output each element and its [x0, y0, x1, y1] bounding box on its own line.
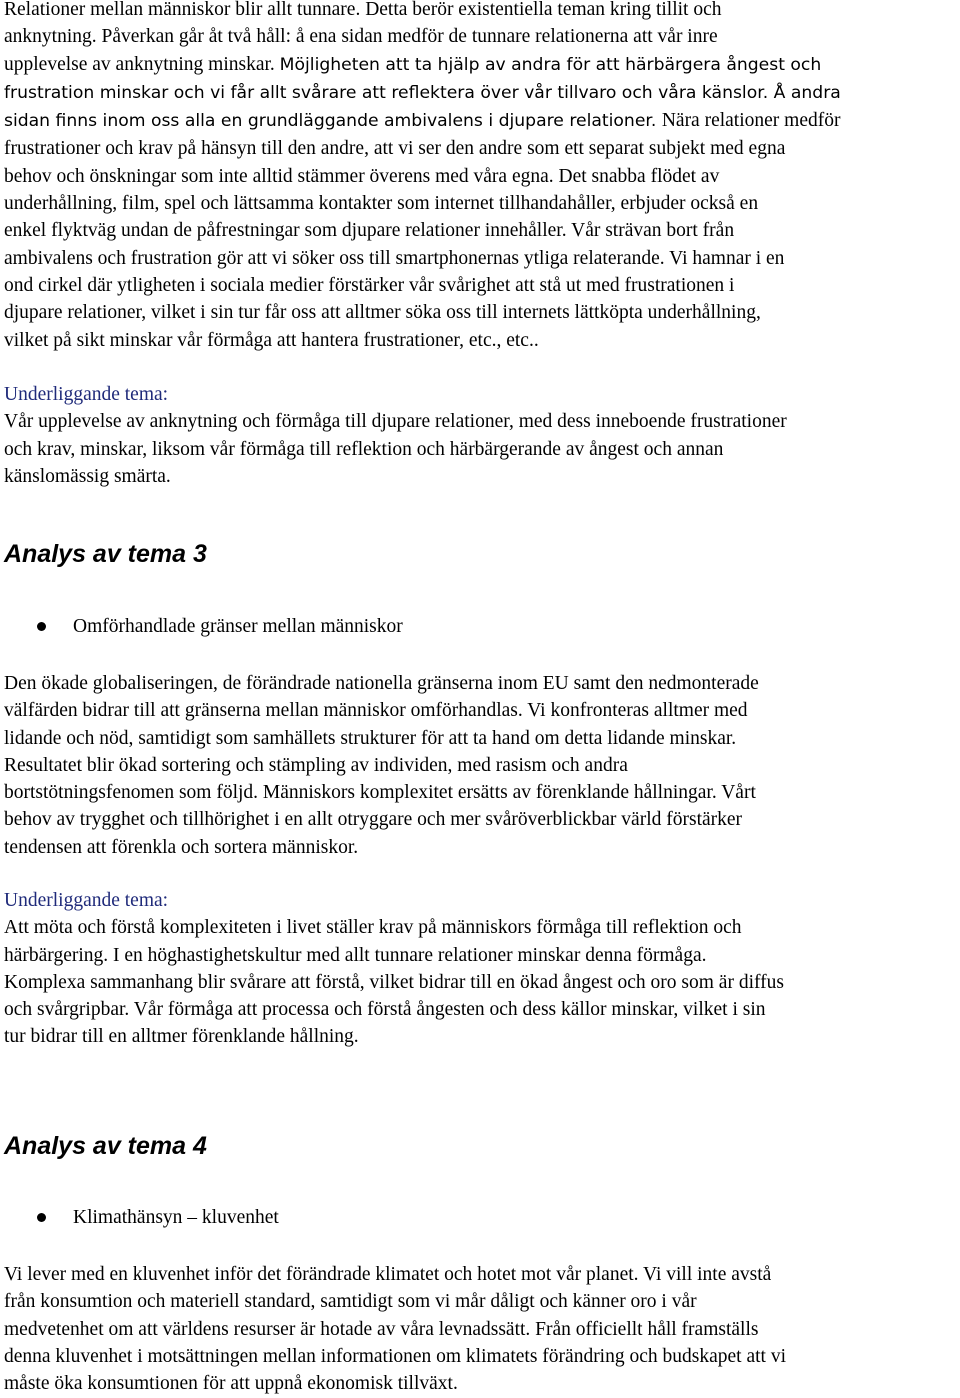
text-line: och krav, minskar, liksom vår förmåga till reflektion och härbärgerande av ångest och annan	[4, 438, 724, 460]
bullet-item	[4, 1204, 279, 1231]
text-line: måste öka konsumtionen för att uppnå ekonomisk tillväxt.	[4, 1373, 458, 1395]
text-run: Det snabba flödet av	[558, 165, 720, 187]
text-run: frustrationer och krav på hänsyn till den andre, att vi ser den andre som ett separat subjekt med egna	[4, 138, 786, 160]
text-line: Vår upplevelse av anknytning och förmåga till djupare relationer, med dess inneboende frustrationer	[4, 411, 787, 433]
text-line: och svårgripbar. Vår förmåga att processa och förstå ångesten och dess källor minskar, vilket i sin	[4, 999, 766, 1021]
bullet-text: Omförhandlade gränser mellan människor	[73, 616, 403, 637]
text-line	[4, 79, 841, 107]
text-line	[4, 163, 841, 190]
text-line: medvetenhet om att världens resurser är hotade av våra levnadssätt. Från officiellt håll framställs	[4, 1318, 759, 1340]
text-run: sidan finns inom oss alla en grundläggande ambivalens i djupare relationer.	[4, 111, 662, 132]
text-run: upplevelse av anknytning minskar.	[4, 53, 280, 75]
text-line: bortstötningsfenomen som följd. Människors komplexitet ersätts av förenklande hållningar. Vårt	[4, 782, 756, 804]
text-run: enkel flyktväg undan de påfrestningar som djupare relationer innehåller. Vår strävan bort från	[4, 220, 735, 242]
text-run: ond cirkel där ytligheten i sociala medier förstärker vår svårighet att stå ut med frustrationen i	[4, 274, 735, 296]
text-line	[4, 135, 841, 162]
text-line	[4, 0, 841, 23]
text-line: tur bidrar till en alltmer förenklande hållning.	[4, 1026, 359, 1048]
section-paragraph	[4, 1261, 786, 1397]
intro-paragraph	[4, 0, 841, 354]
bullet-dot-icon	[37, 1213, 46, 1222]
text-line: Att möta och förstå komplexiteten i livet ställer krav på människors förmåga till reflektion och	[4, 917, 742, 939]
text-line: behov av trygghet och tillhörighet i en allt otryggare och mer svåröverblickbar värld förstärker	[4, 809, 743, 831]
text-run: ambivalens och frustration gör att vi söker oss till smartphonernas ytliga relaterande. Vi hamnar i en	[4, 247, 785, 269]
text-run: anknytning. Påverkan går åt två håll: å ena sidan medför de tunnare relationerna att vår inre	[4, 26, 718, 48]
text-line: Komplexa sammanhang blir svårare att förstå, vilket bidrar till en ökad ångest och oro som är diffus	[4, 971, 784, 993]
text-run: frustration minskar och vi får allt svårare att reflektera över vår tillvaro och våra känslor. Å andra	[4, 82, 841, 103]
text-line	[4, 217, 841, 244]
underlying-theme-label: Underliggande tema:	[4, 384, 169, 405]
bullet-text: Klimathänsyn – kluvenhet	[73, 1207, 279, 1228]
text-line: lidande och nöd, samtidigt som samhällets strukturer för att ta hand om detta lidande minskar.	[4, 727, 737, 749]
text-run: behov och önskningar som inte alltid stämmer överens med våra egna.	[4, 165, 559, 187]
text-line: härbärgering. I en höghastighetskultur med allt tunnare relationer minskar denna förmåga.	[4, 944, 707, 966]
bullet-item	[4, 613, 403, 640]
text-line: Resultatet blir ökad sortering och stämpling av individen, med rasism och andra	[4, 754, 628, 776]
text-line	[4, 23, 841, 50]
underlying-theme-text	[4, 914, 784, 1050]
text-line: från konsumtion och materiell standard, samtidigt som vi mår dåligt och känner oro i vår	[4, 1291, 697, 1313]
text-line	[4, 107, 841, 135]
section-heading: Analys av tema 4	[4, 1132, 207, 1160]
underlying-theme-block	[4, 381, 787, 490]
section-paragraph	[4, 670, 759, 861]
underlying-theme-block	[4, 887, 784, 1051]
underlying-theme-label: Underliggande tema:	[4, 890, 169, 911]
text-line: känslomässig smärta.	[4, 465, 171, 487]
text-line	[4, 245, 841, 272]
text-line: välfärden bidrar till att gränserna mellan människor omförhandlas. Vi konfronteras alltmer med	[4, 700, 748, 722]
text-run: Möjligheten att ta hjälp av andra för att härbärgera ångest och	[279, 54, 822, 75]
text-line: denna kluvenhet i motsättningen mellan informationen om klimatets förändring och budskapet att vi	[4, 1345, 786, 1367]
text-line	[4, 272, 841, 299]
text-line	[4, 190, 841, 217]
text-run: vilket på sikt minskar vår förmåga att hantera frustrationer, etc., etc..	[4, 329, 539, 351]
text-run: Relationer mellan människor blir allt tunnare. Detta berör existentiella teman kring tillit och	[4, 0, 722, 20]
text-line: Vi lever med en kluvenhet inför det förändrade klimatet och hotet mot vår planet. Vi vill inte avstå	[4, 1264, 772, 1285]
bullet-dot-icon	[37, 622, 46, 631]
text-run: Nära relationer medför	[661, 110, 841, 132]
section-heading: Analys av tema 3	[4, 540, 207, 568]
text-line	[4, 327, 841, 354]
text-line: tendensen att förenkla och sortera människor.	[4, 836, 359, 858]
underlying-theme-text	[4, 408, 787, 490]
text-run: underhållning, film, spel och lättsamma kontakter som internet tillhandahåller, erbjuder också en	[4, 193, 759, 215]
text-run: djupare relationer, vilket i sin tur får oss att alltmer söka oss till internets lättköpta underhållning,	[4, 302, 761, 324]
text-line	[4, 299, 841, 326]
text-line: Den ökade globaliseringen, de förändrade nationella gränserna inom EU samt den nedmonterade	[4, 673, 759, 694]
text-line	[4, 51, 841, 79]
